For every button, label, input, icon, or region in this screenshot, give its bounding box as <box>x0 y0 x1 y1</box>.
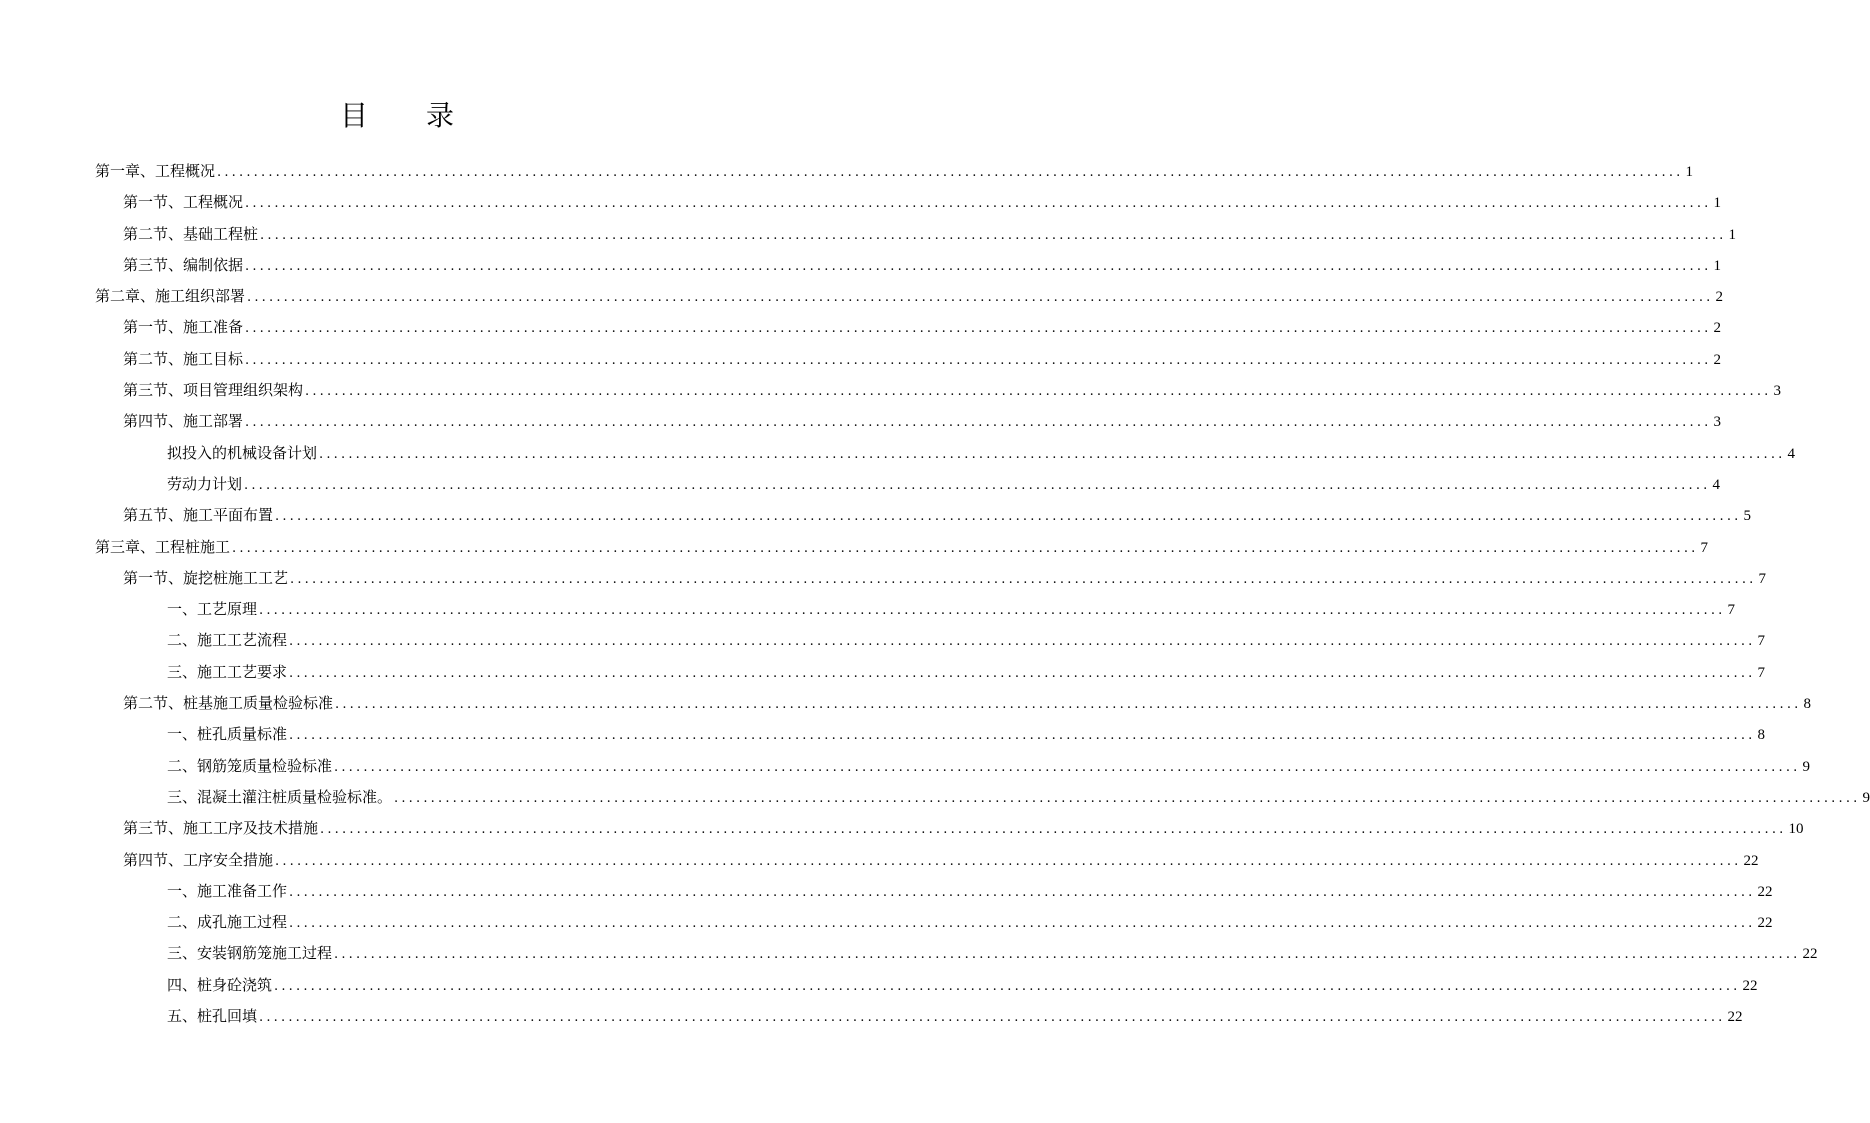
toc-entry-label: 三、混凝土灌注桩质量检验标准。 <box>167 787 393 806</box>
toc-entry-page-number: 8 <box>1803 696 1811 713</box>
toc-entry[interactable] <box>95 907 1773 938</box>
toc-entry[interactable] <box>95 281 1723 312</box>
dot-leader: ........................................................................................................................................................................................................ <box>275 853 1742 869</box>
toc-entry-label: 一、桩孔质量标准 <box>167 725 288 744</box>
toc-entry-page-number: 22 <box>1802 946 1818 963</box>
toc-entry-page-number: 1 <box>1713 257 1721 274</box>
toc-entry-label: 第四节、工序安全措施 <box>123 850 274 869</box>
toc-entry[interactable] <box>95 500 1751 531</box>
toc-entry-label: 第一节、旋挖桩施工工艺 <box>123 568 289 587</box>
toc-entry-page-number: 3 <box>1713 414 1721 431</box>
toc-entry-page-number: 3 <box>1773 383 1781 400</box>
toc-entry-page-number: 8 <box>1757 727 1765 744</box>
toc-entry[interactable] <box>95 219 1736 250</box>
dot-leader: ........................................................................................................................................................................................................ <box>259 603 1726 619</box>
toc-entry-label: 一、工艺原理 <box>167 600 258 619</box>
toc-entry[interactable] <box>95 876 1773 907</box>
toc-entry[interactable] <box>95 782 1870 813</box>
toc-entry[interactable] <box>95 970 1758 1001</box>
dot-leader: ........................................................................................................................................................................................................ <box>259 1010 1726 1026</box>
toc-entry-page-number: 4 <box>1712 476 1720 493</box>
toc-entry-page-number: 1 <box>1728 226 1736 243</box>
toc-entry-page-number: 2 <box>1713 320 1721 337</box>
toc-entry[interactable] <box>95 250 1721 281</box>
title-char-2: 录 <box>426 99 455 132</box>
dot-leader: ........................................................................................................................................................................................................ <box>289 665 1756 681</box>
toc-entry-label: 第二节、基础工程桩 <box>123 224 259 243</box>
toc-entry[interactable] <box>95 187 1721 218</box>
toc-entry-page-number: 2 <box>1715 289 1723 306</box>
toc-entry[interactable] <box>95 813 1804 844</box>
dot-leader: ........................................................................................................................................................................................................ <box>275 509 1742 525</box>
toc-entry-label: 第一章、工程概况 <box>95 162 216 180</box>
toc-entry-label: 第三节、施工工序及技术措施 <box>123 819 319 838</box>
toc-entry-label: 第二节、施工目标 <box>123 349 244 368</box>
toc-entry-label: 第一节、施工准备 <box>123 318 244 337</box>
toc-entry-label: 第三节、编制依据 <box>123 255 244 274</box>
toc-entry-label: 第五节、施工平面布置 <box>123 506 274 525</box>
dot-leader: ........................................................................................................................................................................................................ <box>245 415 1712 431</box>
toc-entry-page-number: 7 <box>1727 602 1735 619</box>
dot-leader: ........................................................................................................................................................................................................ <box>244 477 1711 493</box>
dot-leader: ........................................................................................................................................................................................................ <box>245 258 1712 274</box>
toc-entry-page-number: 9 <box>1802 758 1810 775</box>
toc-entry-page-number: 7 <box>1700 539 1708 556</box>
toc-entry-page-number: 22 <box>1743 852 1759 869</box>
toc-entry[interactable] <box>95 438 1795 469</box>
toc-entry-page-number: 22 <box>1757 915 1773 932</box>
toc-entry-label: 第三章、工程桩施工 <box>95 537 231 556</box>
title-char-1: 目 <box>339 99 368 132</box>
toc-entry-label: 三、施工工艺要求 <box>167 662 288 681</box>
dot-leader: ........................................................................................................................................................................................................ <box>289 884 1756 900</box>
toc-entry-page-number: 22 <box>1727 1009 1743 1026</box>
toc-entry-label: 第一节、工程概况 <box>123 193 244 212</box>
dot-leader: ........................................................................................................................................................................................................ <box>245 352 1712 368</box>
toc-entry[interactable] <box>95 406 1721 437</box>
dot-leader: ........................................................................................................................................................................................................ <box>334 947 1801 963</box>
toc-entry-page-number: 7 <box>1758 570 1766 587</box>
toc-entry[interactable] <box>95 312 1721 343</box>
dot-leader: ........................................................................................................................................................................................................ <box>335 697 1802 713</box>
toc-entry-page-number: 5 <box>1743 508 1751 525</box>
toc-entry-page-number: 9 <box>1862 789 1870 806</box>
toc-entry[interactable] <box>95 657 1765 688</box>
toc-entry[interactable] <box>95 344 1721 375</box>
page-title <box>0 98 794 134</box>
toc-entry-page-number: 10 <box>1788 821 1804 838</box>
table-of-contents <box>95 156 1870 1032</box>
toc-entry-page-number: 1 <box>1713 195 1721 212</box>
dot-leader: ........................................................................................................................................................................................................ <box>394 790 1861 806</box>
dot-leader: ........................................................................................................................................................................................................ <box>290 571 1757 587</box>
toc-entry-page-number: 2 <box>1713 351 1721 368</box>
toc-entry-label: 四、桩身砼浇筑 <box>167 975 273 994</box>
dot-leader: ........................................................................................................................................................................................................ <box>232 540 1699 556</box>
dot-leader: ........................................................................................................................................................................................................ <box>217 165 1684 180</box>
toc-entry-label: 二、施工工艺流程 <box>167 631 288 650</box>
toc-entry-label: 第二章、施工组织部署 <box>95 287 246 306</box>
dot-leader: ........................................................................................................................................................................................................ <box>245 196 1712 212</box>
toc-entry[interactable] <box>95 594 1735 625</box>
toc-entry-label: 二、成孔施工过程 <box>167 913 288 932</box>
toc-entry-label: 二、钢筋笼质量检验标准 <box>167 756 333 775</box>
dot-leader: ........................................................................................................................................................................................................ <box>289 916 1756 932</box>
dot-leader: ........................................................................................................................................................................................................ <box>245 321 1712 337</box>
toc-entry[interactable] <box>95 1001 1743 1032</box>
toc-entry[interactable] <box>95 751 1810 782</box>
toc-entry[interactable] <box>95 375 1781 406</box>
toc-entry[interactable] <box>95 563 1766 594</box>
toc-entry-page-number: 4 <box>1787 445 1795 462</box>
toc-entry-label: 一、施工准备工作 <box>167 881 288 900</box>
toc-entry-label: 拟投入的机械设备计划 <box>167 443 318 462</box>
toc-entry-page-number: 22 <box>1757 883 1773 900</box>
dot-leader: ........................................................................................................................................................................................................ <box>289 634 1756 650</box>
toc-entry-page-number: 22 <box>1742 977 1758 994</box>
toc-entry[interactable] <box>95 845 1759 876</box>
toc-entry-label: 第三节、项目管理组织架构 <box>123 381 304 400</box>
toc-entry-label: 第四节、施工部署 <box>123 412 244 431</box>
dot-leader: ........................................................................................................................................................................................................ <box>260 227 1727 243</box>
toc-entry[interactable] <box>95 469 1720 500</box>
toc-entry[interactable] <box>95 719 1765 750</box>
toc-entry[interactable] <box>95 625 1765 656</box>
dot-leader: ........................................................................................................................................................................................................ <box>289 728 1756 744</box>
toc-entry[interactable] <box>95 532 1708 563</box>
toc-entry-page-number: 7 <box>1757 664 1765 681</box>
toc-entry-page-number: 1 <box>1685 164 1693 180</box>
toc-entry[interactable] <box>95 688 1811 719</box>
toc-entry[interactable] <box>95 156 1693 187</box>
toc-entry[interactable] <box>95 938 1818 969</box>
dot-leader: ........................................................................................................................................................................................................ <box>247 290 1714 306</box>
dot-leader: ........................................................................................................................................................................................................ <box>319 446 1786 462</box>
toc-entry-label: 五、桩孔回填 <box>167 1007 258 1026</box>
toc-entry-label: 第二节、桩基施工质量检验标准 <box>123 694 334 713</box>
toc-entry-label: 三、安装钢筋笼施工过程 <box>167 944 333 963</box>
dot-leader: ........................................................................................................................................................................................................ <box>334 759 1801 775</box>
dot-leader: ........................................................................................................................................................................................................ <box>320 822 1787 838</box>
toc-entry-label: 劳动力计划 <box>167 474 243 493</box>
dot-leader: ........................................................................................................................................................................................................ <box>274 978 1741 994</box>
toc-entry-page-number: 7 <box>1757 633 1765 650</box>
dot-leader: ........................................................................................................................................................................................................ <box>305 384 1772 400</box>
